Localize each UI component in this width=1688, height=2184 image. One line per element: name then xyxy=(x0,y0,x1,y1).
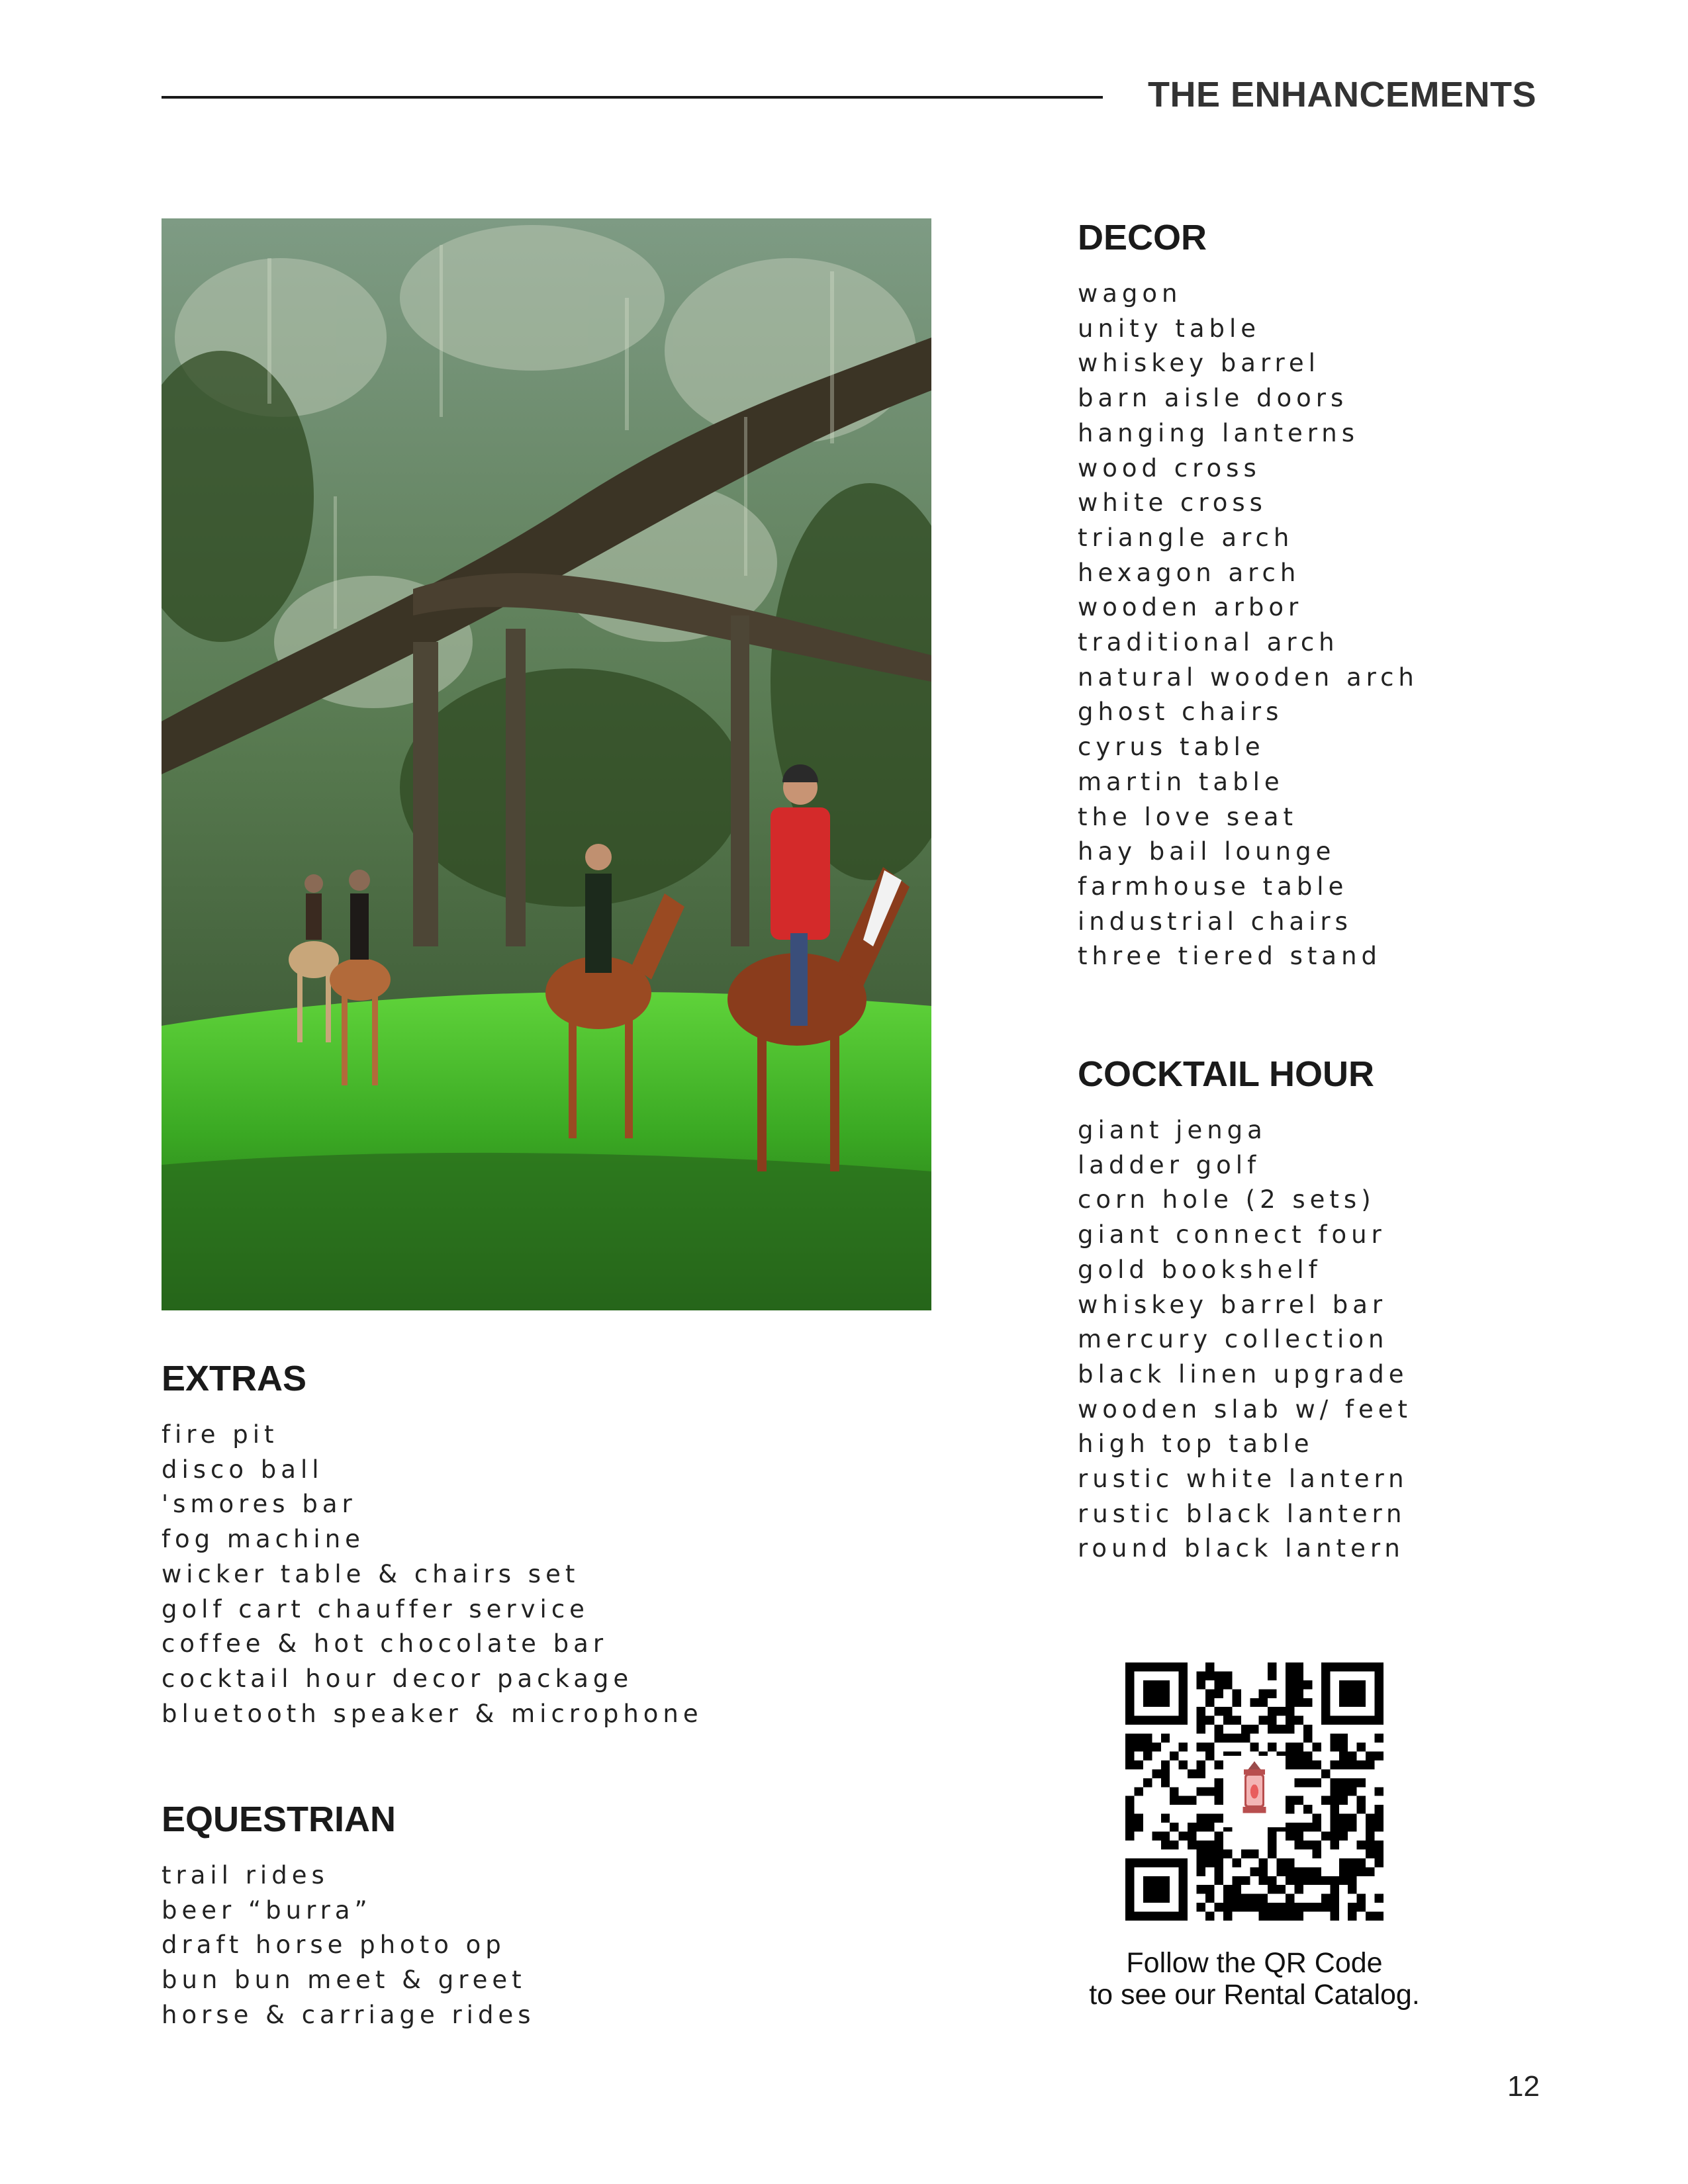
list-item: wooden slab w/ feet xyxy=(1078,1394,1413,1424)
cocktail-hour-heading: COCKTAIL HOUR xyxy=(1078,1054,1374,1094)
list-item: coffee & hot chocolate bar xyxy=(162,1629,608,1659)
list-item: ghost chairs xyxy=(1078,698,1284,727)
list-item: martin table xyxy=(1078,767,1284,796)
list-item: traditional arch xyxy=(1078,628,1339,657)
list-item: wood cross xyxy=(1078,453,1261,482)
list-item: white cross xyxy=(1078,488,1267,518)
list-item: hanging lanterns xyxy=(1078,418,1360,447)
page-title: THE ENHANCEMENTS xyxy=(1147,75,1536,114)
list-item: farmhouse table xyxy=(1078,872,1348,901)
extras-section xyxy=(162,1358,703,1731)
qr-caption-line-1: Follow the QR Code xyxy=(1126,1947,1383,1979)
header-rule xyxy=(162,96,1103,99)
list-item: whiskey barrel xyxy=(1078,349,1320,378)
list-item: ladder golf xyxy=(1078,1150,1261,1179)
list-item: beer “burra” xyxy=(162,1895,372,1925)
decor-list xyxy=(1078,277,1419,974)
list-item: whiskey barrel bar xyxy=(1078,1290,1387,1319)
qr-caption xyxy=(1046,1947,1463,2011)
list-item: cocktail hour decor package xyxy=(162,1664,633,1693)
list-item: three tiered stand xyxy=(1078,942,1382,971)
list-item: corn hole (2 sets) xyxy=(1078,1185,1376,1214)
list-item: cyrus table xyxy=(1078,733,1265,762)
list-item: mercury collection xyxy=(1078,1325,1389,1354)
list-item: industrial chairs xyxy=(1078,907,1352,936)
list-item: bun bun meet & greet xyxy=(162,1966,526,1995)
list-item: hexagon arch xyxy=(1078,558,1301,587)
list-item: rustic black lantern xyxy=(1078,1499,1407,1528)
list-item: triangle arch xyxy=(1078,523,1294,552)
extras-heading: EXTRAS xyxy=(162,1359,307,1398)
list-item: barn aisle doors xyxy=(1078,384,1348,413)
list-item: horse & carriage rides xyxy=(162,2000,536,2029)
page-number: 12 xyxy=(1507,2070,1540,2103)
cocktail-hour-section xyxy=(1078,1054,1412,1567)
list-item: 'smores bar xyxy=(162,1490,357,1519)
list-item: wagon xyxy=(1078,279,1182,308)
qr-caption-line-2: to see our Rental Catalog. xyxy=(1089,1979,1420,2011)
list-item: hay bail lounge xyxy=(1078,837,1336,866)
equestrian-section xyxy=(162,1799,536,2033)
list-item: high top table xyxy=(1078,1430,1314,1459)
cocktail-hour-list xyxy=(1078,1113,1412,1567)
list-item: wicker table & chairs set xyxy=(162,1559,580,1588)
extras-list xyxy=(162,1418,703,1731)
decor-heading: DECOR xyxy=(1078,218,1207,257)
list-item: golf cart chauffer service xyxy=(162,1594,589,1623)
list-item: giant connect four xyxy=(1078,1220,1386,1250)
list-item: natural wooden arch xyxy=(1078,662,1419,692)
trail-ride-photo xyxy=(162,218,931,1310)
list-item: fog machine xyxy=(162,1525,365,1554)
list-item: unity table xyxy=(1078,314,1261,343)
list-item: fire pit xyxy=(162,1420,279,1449)
equestrian-heading: EQUESTRIAN xyxy=(162,1799,397,1839)
list-item: black linen upgrade xyxy=(1078,1359,1409,1388)
list-item: wooden arbor xyxy=(1078,593,1303,622)
qr-code-icon[interactable] xyxy=(1125,1662,1383,1921)
list-item: round black lantern xyxy=(1078,1534,1405,1563)
list-item: gold bookshelf xyxy=(1078,1255,1322,1284)
list-item: bluetooth speaker & microphone xyxy=(162,1699,703,1728)
list-item: rustic white lantern xyxy=(1078,1465,1409,1494)
list-item: the love seat xyxy=(1078,802,1298,831)
list-item: trail rides xyxy=(162,1861,329,1889)
decor-section xyxy=(1078,217,1419,974)
list-item: draft horse photo op xyxy=(162,1931,506,1960)
list-item: disco ball xyxy=(162,1455,324,1484)
list-item: giant jenga xyxy=(1078,1116,1267,1144)
equestrian-list xyxy=(162,1858,536,2033)
